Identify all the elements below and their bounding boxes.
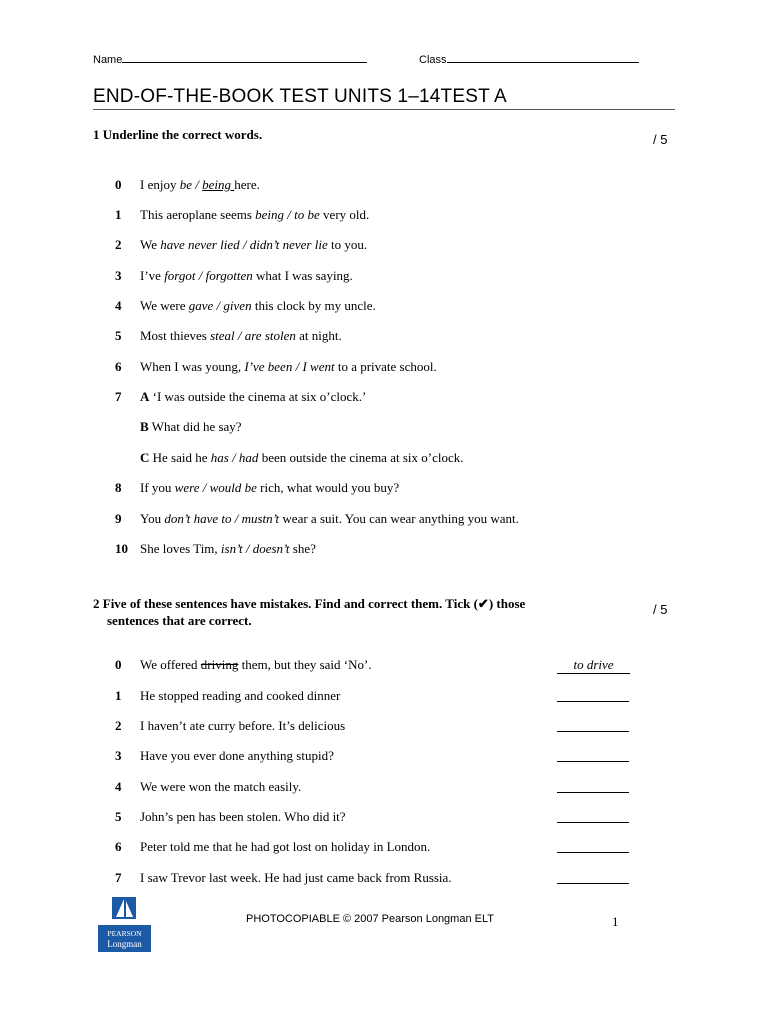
item-text: You don’t have to / mustn’t wear a suit. You can wear anything you want. bbox=[140, 511, 519, 526]
struck-word: driving bbox=[200, 657, 239, 672]
item-number: 4 bbox=[115, 779, 122, 794]
underlined-answer: being bbox=[202, 177, 235, 192]
section2-row bbox=[0, 809, 768, 827]
word-options[interactable]: isn’t / doesn’t bbox=[220, 541, 290, 556]
item-text: We were gave / given this clock by my uncle. bbox=[140, 298, 376, 313]
class-field bbox=[419, 51, 639, 66]
item-text: I’ve forgot / forgotten what I was saying. bbox=[140, 268, 353, 283]
item-number: 4 bbox=[115, 298, 122, 313]
answer-blank[interactable] bbox=[557, 748, 629, 762]
section1-row bbox=[0, 511, 768, 529]
word-options[interactable]: were / would be bbox=[174, 480, 257, 495]
item-text: We offered driving them, but they said ‘No’. bbox=[140, 657, 372, 672]
logo-bottom-text: Longman bbox=[107, 939, 142, 949]
item-text: When I was young, I’ve been / I went to a private school. bbox=[140, 359, 437, 374]
answer-blank[interactable] bbox=[557, 809, 629, 823]
section2-row bbox=[0, 688, 768, 706]
section2-heading bbox=[93, 595, 613, 629]
footer-copyright: PHOTOCOPIABLE © 2007 Pearson Longman ELT bbox=[246, 913, 494, 925]
speaker-label: B bbox=[140, 419, 149, 434]
word-options[interactable]: has / had bbox=[210, 450, 259, 465]
section2-row bbox=[0, 870, 768, 888]
item-number: 7 bbox=[115, 389, 122, 404]
section2-row bbox=[0, 839, 768, 857]
item-number: 5 bbox=[115, 809, 122, 824]
name-field bbox=[93, 51, 367, 66]
item-text: Most thieves steal / are stolen at night. bbox=[140, 328, 342, 343]
section1-row bbox=[0, 268, 768, 286]
example-row bbox=[0, 657, 768, 675]
answer-blank[interactable] bbox=[557, 870, 629, 884]
item-number: 8 bbox=[115, 480, 122, 495]
section1-row bbox=[0, 480, 768, 498]
section2-score: / 5 bbox=[653, 602, 668, 617]
item-number: 0 bbox=[115, 177, 122, 192]
item-number: 6 bbox=[115, 359, 122, 374]
section1-row bbox=[0, 207, 768, 225]
item-text: I haven’t ate curry before. It’s delicious bbox=[140, 718, 346, 733]
section1-row bbox=[0, 389, 768, 407]
page-number: 1 bbox=[612, 914, 619, 929]
item-text: A ‘I was outside the cinema at six o’clock.’ bbox=[140, 389, 367, 404]
class-line bbox=[447, 51, 639, 63]
item-number: 2 bbox=[115, 237, 122, 252]
section2-heading-a: 2 Five of these sentences have mistakes. Find and correct them. Tick ( bbox=[93, 596, 478, 611]
item-number: 10 bbox=[115, 541, 128, 556]
answer-blank[interactable] bbox=[557, 839, 629, 853]
word-options[interactable]: forgot / forgotten bbox=[164, 268, 253, 283]
item-text: If you were / would be rich, what would you buy? bbox=[140, 480, 400, 495]
item-text: B What did he say? bbox=[140, 419, 242, 434]
tick-icon: ✔ bbox=[477, 596, 489, 611]
section2-row bbox=[0, 779, 768, 797]
item-text: We have never lied / didn’t never lie to you. bbox=[140, 237, 368, 252]
speaker-label: A bbox=[140, 389, 150, 404]
word-options[interactable]: be / bbox=[179, 177, 203, 192]
page-title: END-OF-THE-BOOK TEST UNITS 1–14TEST A bbox=[93, 86, 507, 107]
word-options[interactable]: have never lied / didn’t never lie bbox=[160, 237, 328, 252]
item-text: C He said he has / had been outside the cinema at six o’clock. bbox=[140, 450, 464, 465]
title-rule bbox=[93, 109, 675, 110]
answer-blank[interactable] bbox=[557, 779, 629, 793]
item-number: 9 bbox=[115, 511, 122, 526]
section1-row bbox=[0, 419, 768, 437]
item-text: She loves Tim, isn’t / doesn’t she? bbox=[140, 541, 316, 556]
class-label: Class bbox=[419, 54, 447, 66]
speaker-label: C bbox=[140, 450, 150, 465]
item-number: 1 bbox=[115, 688, 122, 703]
item-number: 2 bbox=[115, 718, 122, 733]
item-number: 7 bbox=[115, 870, 122, 885]
word-options[interactable]: I’ve been / I went bbox=[244, 359, 335, 374]
item-text: We were won the match easily. bbox=[140, 779, 302, 794]
section2-heading-b: ) those bbox=[488, 596, 526, 611]
word-options[interactable]: gave / given bbox=[188, 298, 252, 313]
section2-row bbox=[0, 748, 768, 766]
item-number: 6 bbox=[115, 839, 122, 854]
example-answer: to drive bbox=[557, 657, 630, 674]
name-label: Name bbox=[93, 54, 123, 66]
item-number: 5 bbox=[115, 328, 122, 343]
item-text: I enjoy be / being here. bbox=[140, 177, 260, 192]
word-options[interactable]: don’t have to / mustn’t bbox=[164, 511, 280, 526]
answer-blank[interactable] bbox=[557, 718, 629, 732]
item-text: He stopped reading and cooked dinner bbox=[140, 688, 341, 703]
section1-row bbox=[0, 359, 768, 377]
item-text: I saw Trevor last week. He had just came back from Russia. bbox=[140, 870, 452, 885]
pearson-logo bbox=[96, 893, 153, 953]
logo-top-text: PEARSON bbox=[107, 929, 142, 938]
section2-row bbox=[0, 718, 768, 736]
item-number: 0 bbox=[115, 657, 122, 672]
item-text: Have you ever done anything stupid? bbox=[140, 748, 334, 763]
item-text: John’s pen has been stolen. Who did it? bbox=[140, 809, 346, 824]
name-line bbox=[122, 51, 367, 63]
item-text: Peter told me that he had got lost on holiday in London. bbox=[140, 839, 431, 854]
section2-heading-c: sentences that are correct. bbox=[107, 613, 252, 628]
item-number: 3 bbox=[115, 748, 122, 763]
answer-blank[interactable] bbox=[557, 688, 629, 702]
word-options[interactable]: being / to be bbox=[255, 207, 320, 222]
section1-score: / 5 bbox=[653, 132, 668, 147]
item-number: 3 bbox=[115, 268, 122, 283]
item-text: This aeroplane seems being / to be very old. bbox=[140, 207, 370, 222]
ship-icon bbox=[96, 893, 153, 953]
section1-row bbox=[0, 541, 768, 559]
section1-row bbox=[0, 177, 768, 195]
section1-row bbox=[0, 237, 768, 255]
section1-row bbox=[0, 450, 768, 468]
section1-heading: 1 Underline the correct words. bbox=[93, 127, 263, 142]
section1-row bbox=[0, 328, 768, 346]
word-options[interactable]: steal / are stolen bbox=[210, 328, 296, 343]
item-number: 1 bbox=[115, 207, 122, 222]
section1-row bbox=[0, 298, 768, 316]
